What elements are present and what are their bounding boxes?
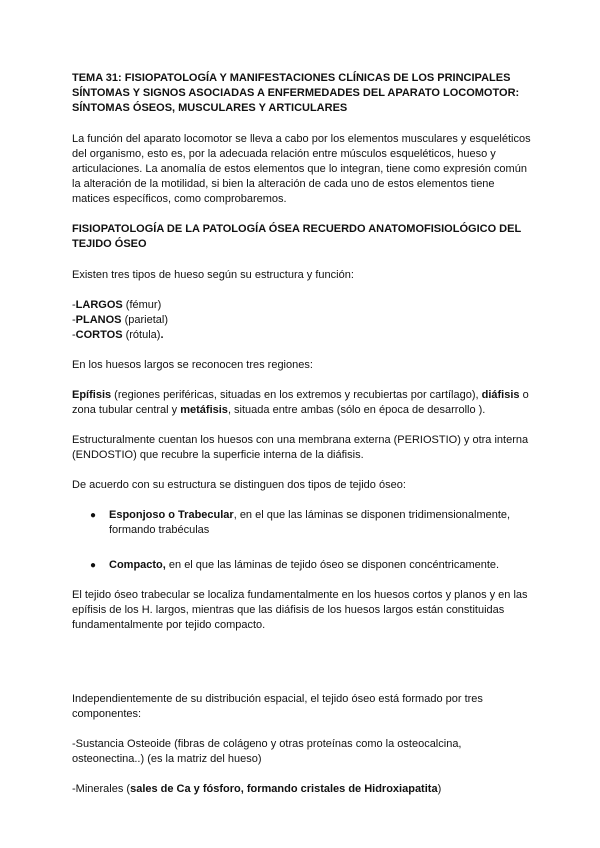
regions-paragraph: Epífisis (regiones periféricas, situadas en los extremos y recubiertas por cartílago), diáfisis o zona tubular central y metáfisis, situada entre ambas (sólo en época de desarrollo ). <box>72 389 529 416</box>
bone-type-name: LARGOS <box>75 299 123 311</box>
minerals-bold: sales de Ca y fósforo, formando cristales de Hidroxiapatita <box>130 783 438 795</box>
section-heading <box>72 222 532 252</box>
title-line-3: SÍNTOMAS ÓSEOS, MUSCULARES Y ARTICULARES <box>72 102 348 114</box>
osteoid-item: -Sustancia Osteoide (fibras de colágeno y otras proteínas como la osteocalcina, osteonectina..) (es la matriz del hueso) <box>72 738 462 765</box>
tissue-types-list <box>72 508 532 573</box>
regions-intro: En los huesos largos se reconocen tres regiones: <box>72 359 313 371</box>
term-metafisis: metáfisis <box>180 404 228 416</box>
bone-type-name: PLANOS <box>75 314 122 326</box>
bone-type-item: -LARGOS (fémur) <box>72 299 162 311</box>
list-item: ● Compacto, en el que las láminas de tejido óseo se disponen concéntricamente. <box>90 559 500 571</box>
blank-space <box>72 648 532 692</box>
section-heading-line-1: FISIOPATOLOGÍA DE LA PATOLOGÍA ÓSEA RECUERDO ANATOMOFISIOLÓGICO DEL <box>72 223 522 235</box>
trabecular-location-paragraph: El tejido óseo trabecular se localiza fundamentalmente en los huesos cortos y planos y en las epífisis de los H. largos, mientras que las diáfisis de los huesos largos están constituidas fundamentalmente por tejido compacto. <box>72 589 528 631</box>
bone-types-intro: Existen tres tipos de hueso según su estructura y función: <box>72 269 354 281</box>
term-diafisis: diáfisis <box>481 389 520 401</box>
tissue-types-intro: De acuerdo con su estructura se distinguen dos tipos de tejido óseo: <box>72 479 406 491</box>
bone-type-item: -PLANOS (parietal) <box>72 314 168 326</box>
title-line-2: SÍNTOMAS Y SIGNOS ASOCIADAS A ENFERMEDADES DEL APARATO LOCOMOTOR: <box>72 87 520 99</box>
minerals-item: -Minerales (sales de Ca y fósforo, formando cristales de Hidroxiapatita) <box>72 783 442 795</box>
section-heading-line-2: TEJIDO ÓSEO <box>72 238 147 250</box>
bullet-icon: ● <box>90 510 97 521</box>
document-page <box>72 71 532 812</box>
bullet-icon: ● <box>90 560 97 571</box>
document-title <box>72 71 532 116</box>
list-item: ● Esponjoso o Trabecular, en el que las láminas se disponen tridimensionalmente, formando trabéculas <box>90 509 511 536</box>
bone-type-item: -CORTOS (rótula). <box>72 329 164 341</box>
title-line-1: TEMA 31: FISIOPATOLOGÍA Y MANIFESTACIONES CLÍNICAS DE LOS PRINCIPALES <box>72 72 511 84</box>
bone-types-list <box>72 298 532 343</box>
membranes-paragraph: Estructuralmente cuentan los huesos con una membrana externa (PERIOSTIO) y otra interna (ENDOSTIO) que recubre la superficie interna de la diáfisis. <box>72 434 529 461</box>
tissue-name: Esponjoso o Trabecular <box>109 509 234 521</box>
tissue-name: Compacto, <box>109 559 166 571</box>
bone-type-name: CORTOS <box>75 329 123 341</box>
term-epifisis: Epífisis <box>72 389 112 401</box>
components-intro: Independientemente de su distribución espacial, el tejido óseo está formado por tres componentes: <box>72 693 483 720</box>
intro-paragraph: La función del aparato locomotor se lleva a cabo por los elementos musculares y esqueléticos del organismo, esto es, por la adecuada relación entre músculos esqueléticos, hueso y articulaciones. La anomalía de estos elementos que lo integran, tiene como expresión común la alteración de la motilidad, si bien la alteración de cada uno de estos elementos tiene matices específicos, como comprobaremos. <box>72 133 531 205</box>
